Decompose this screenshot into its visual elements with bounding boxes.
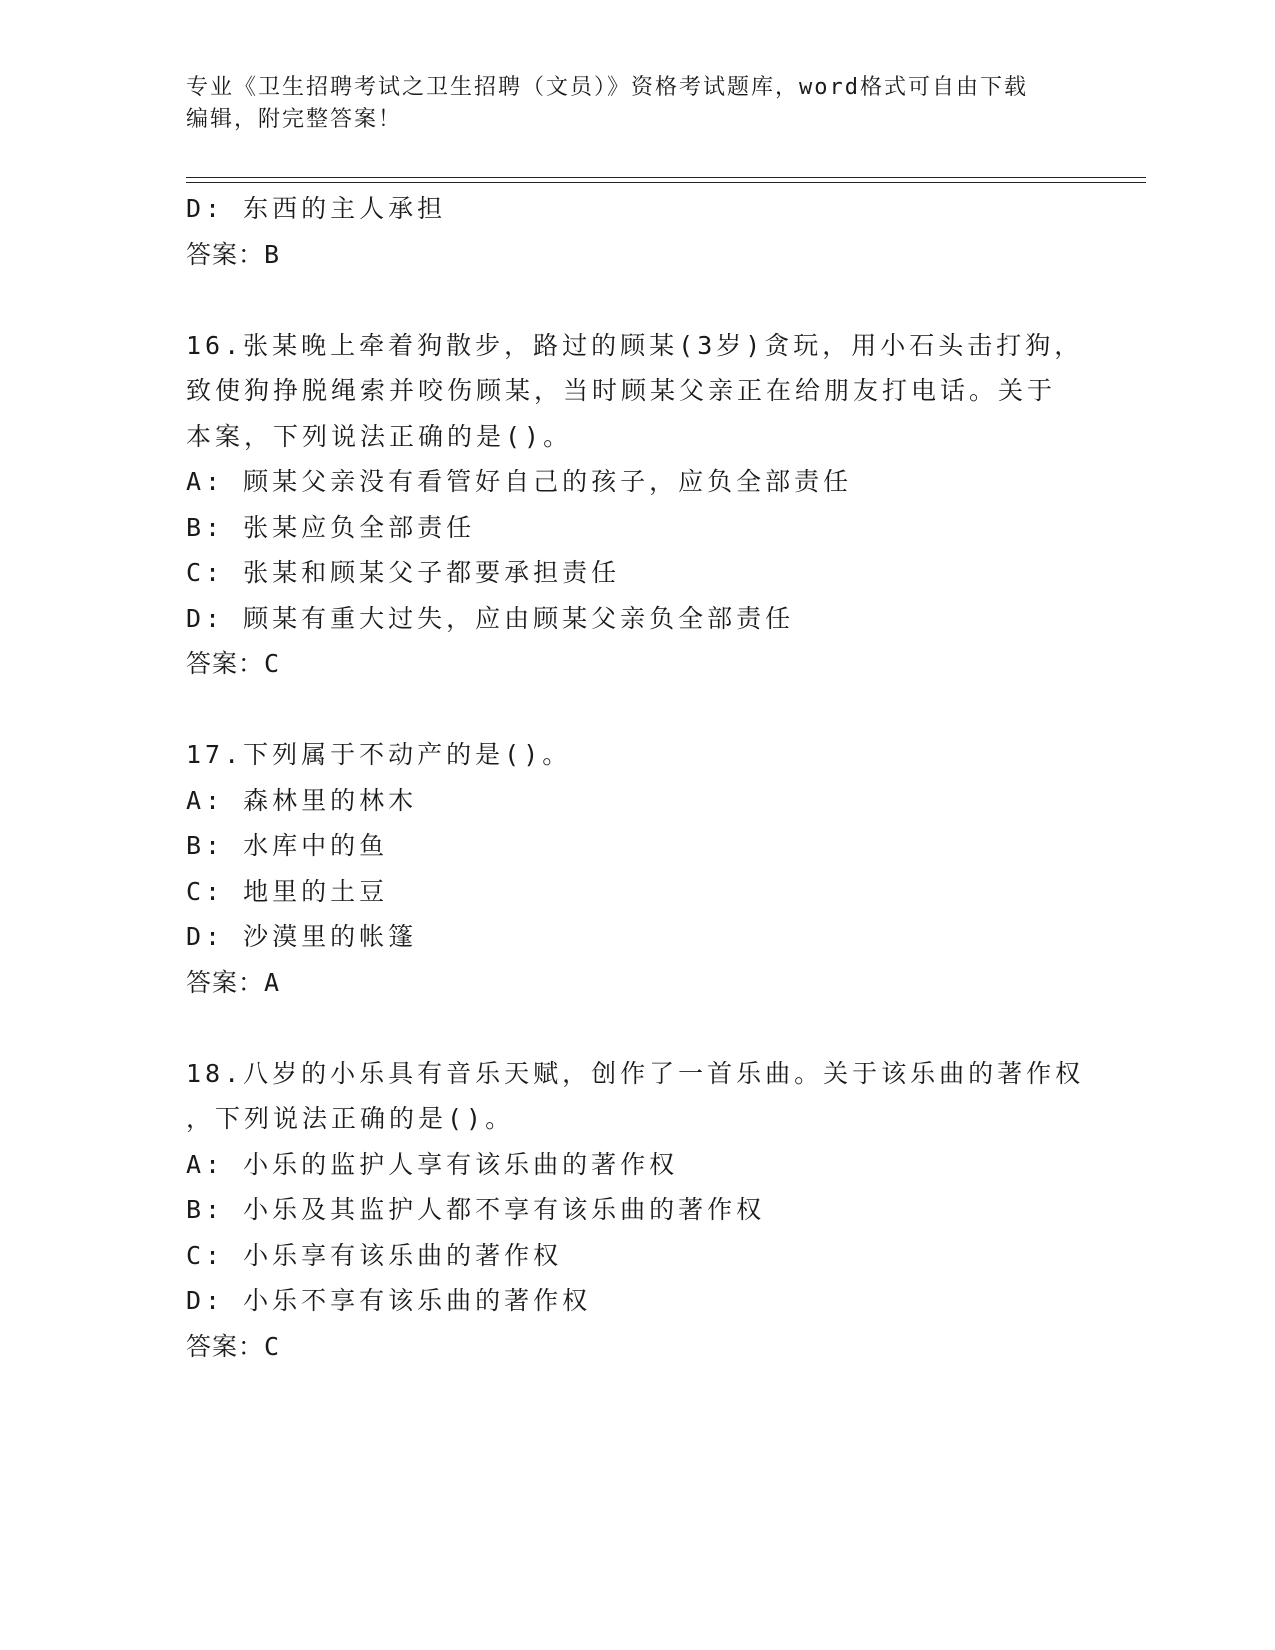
answer: 答案：C	[186, 1331, 281, 1361]
option-a: A: 森林里的林木	[186, 785, 418, 815]
option-c: C: 地里的土豆	[186, 876, 389, 906]
page-header	[186, 72, 1086, 136]
question-16	[186, 323, 1086, 687]
question-stem-line: 致使狗挣脱绳索并咬伤顾某，当时顾某父亲正在给朋友打电话。关于	[186, 376, 1057, 405]
question-stem-line: 18.八岁的小乐具有音乐天赋，创作了一首乐曲。关于该乐曲的著作权	[186, 1058, 1085, 1088]
question-18	[186, 1051, 1086, 1370]
question-stem-line: 16.张某晚上牵着狗散步，路过的顾某(3岁)贪玩，用小石头击打狗，	[186, 330, 1084, 360]
option-d: D: 沙漠里的帐篷	[186, 922, 418, 951]
option-a: A: 顾某父亲没有看管好自己的孩子，应负全部责任	[186, 467, 853, 496]
header-rule-top	[186, 177, 1146, 178]
question-stem-line: 17.下列属于不动产的是()。	[186, 740, 572, 769]
option-b: B: 张某应负全部责任	[186, 512, 476, 542]
header-line-1: 专业《卫生招聘考试之卫生招聘（文员）》资格考试题库，word格式可自由下载	[186, 75, 1028, 100]
prev-option-d: D: 东西的主人承担	[186, 194, 447, 223]
option-b: B: 小乐及其监护人都不享有该乐曲的著作权	[186, 1195, 766, 1224]
header-rule-bottom	[186, 182, 1146, 183]
spacer	[186, 1005, 1086, 1051]
answer: 答案：A	[186, 967, 281, 997]
option-d: D: 小乐不享有该乐曲的著作权	[186, 1286, 592, 1315]
spacer	[186, 277, 1086, 323]
question-17	[186, 732, 1086, 1005]
prev-answer: 答案：B	[186, 239, 281, 269]
spacer	[186, 687, 1086, 733]
question-stem-line: ，下列说法正确的是()。	[186, 1104, 515, 1133]
header-line-2: 编辑，附完整答案！	[186, 107, 403, 132]
option-c: C: 张某和顾某父子都要承担责任	[186, 558, 621, 587]
document-body	[186, 186, 1086, 1369]
option-d: D: 顾某有重大过失，应由顾某父亲负全部责任	[186, 603, 795, 633]
option-a: A: 小乐的监护人享有该乐曲的著作权	[186, 1149, 679, 1179]
answer: 答案：C	[186, 649, 281, 678]
option-b: B: 水库中的鱼	[186, 831, 389, 860]
option-c: C: 小乐享有该乐曲的著作权	[186, 1240, 563, 1270]
question-stem-line: 本案，下列说法正确的是()。	[186, 421, 573, 451]
